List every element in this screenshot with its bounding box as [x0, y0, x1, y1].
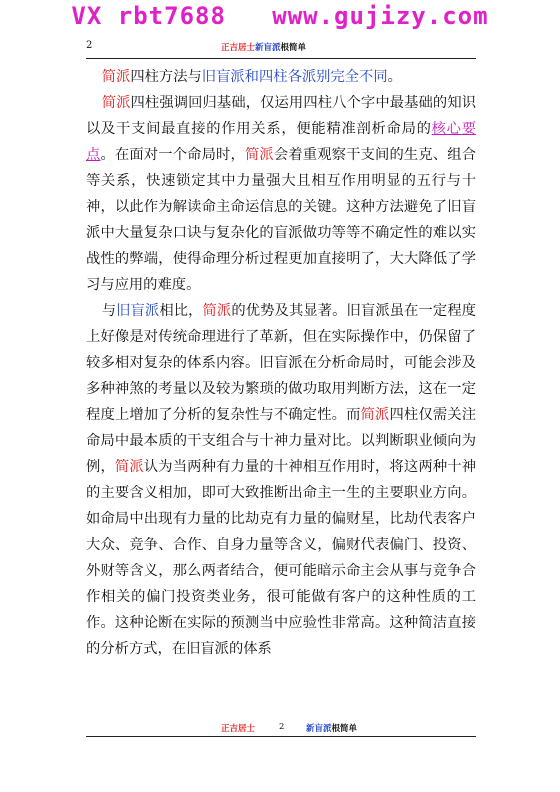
highlight-run: 简派 — [244, 147, 274, 163]
text-run: 四柱仅需关注命局中最本质的干支组合与十神力量对比。以判断职业倾向为例， — [86, 407, 477, 475]
header-title-blue: 新盲派 — [255, 43, 281, 53]
paragraph — [86, 298, 476, 662]
footer-left: 正吉居士 — [221, 724, 256, 734]
text-run: 相比， — [159, 303, 203, 319]
highlight-run: 旧盲派 — [116, 303, 160, 319]
highlight-run: 简派 — [202, 303, 232, 319]
highlight-run: 简派 — [114, 459, 144, 475]
highlight-run: 简派 — [360, 407, 390, 423]
highlight-run: 核心要点 — [86, 121, 477, 163]
footer-right-blue: 新盲派 — [306, 724, 332, 734]
header-title-red: 正吉居士 — [221, 43, 256, 53]
page-header — [86, 40, 476, 59]
page-footer — [86, 722, 476, 737]
header-page-number: 2 — [86, 40, 93, 51]
text-run: 。在面对一个命局时， — [100, 147, 245, 163]
footer-page-number: 2 — [279, 722, 285, 732]
text-run: 。 — [387, 69, 402, 85]
text-run: 的优势及其显著。旧盲派虽在一定程度上好像是对传统命理进行了革新，但在实际操作中，仍保留了较多相对复杂的体系内容。旧盲派在分析命局时，可能会涉及多种神煞的考量以及较为繁琐的做功取用判断方法，这在一定程度上增加了分析的复杂性与不确定性。而 — [86, 303, 477, 423]
paragraph — [86, 90, 476, 298]
text-run: 四柱方法与 — [130, 69, 202, 85]
footer-right-black: 根简单 — [331, 724, 358, 734]
header-title — [221, 41, 306, 53]
highlight-run: 简派 — [101, 69, 131, 85]
header-title-black: 根简单 — [280, 43, 307, 53]
watermark-text: VX rbt7688 www.gujizy.com — [71, 2, 489, 30]
text-run: 与 — [101, 303, 117, 319]
document-body — [86, 64, 476, 662]
highlight-run: 简派 — [101, 95, 131, 111]
text-run: 四柱强调回归基础，仅运用四柱八个字中最基础的知识以及干支间最直接的作用关系，便能精准剖析命局的 — [86, 95, 477, 137]
paragraph — [86, 64, 476, 90]
text-run: 认为当两种有力量的十神相互作用时，将这两种十神的主要含义相加，即可大致推断出命主一生的主要职业方向。如命局中出现有力量的比劫克有力量的偏财星，比劫代表客户大众、竞争、合作、自身力量等含义，偏财代表偏门、投资、外财等含义，那么两者结合，便可能暗示命主会从事与竞争合作相关的偏门投资类业务，很可能做有客户的这种性质的工作。这种论断在实际的预测当中应验性非常高。这种简洁直接的分析方式，在旧盲派的体系 — [86, 459, 477, 657]
text-run: 会着重观察干支间的生克、组合等关系，快速锁定其中力量强大且相互作用明显的五行与十神，以此作为解读命主命运信息的关键。这种方法避免了旧盲派中大量复杂口诀与复杂化的盲派做功等等不确定性的难以实战性的弊端，使得命理分析过程更加直接明了，大大降低了学习与应用的难度。 — [86, 147, 477, 293]
highlight-run: 旧盲派和四柱各派别完全不同 — [201, 69, 388, 85]
footer-right — [306, 722, 357, 734]
